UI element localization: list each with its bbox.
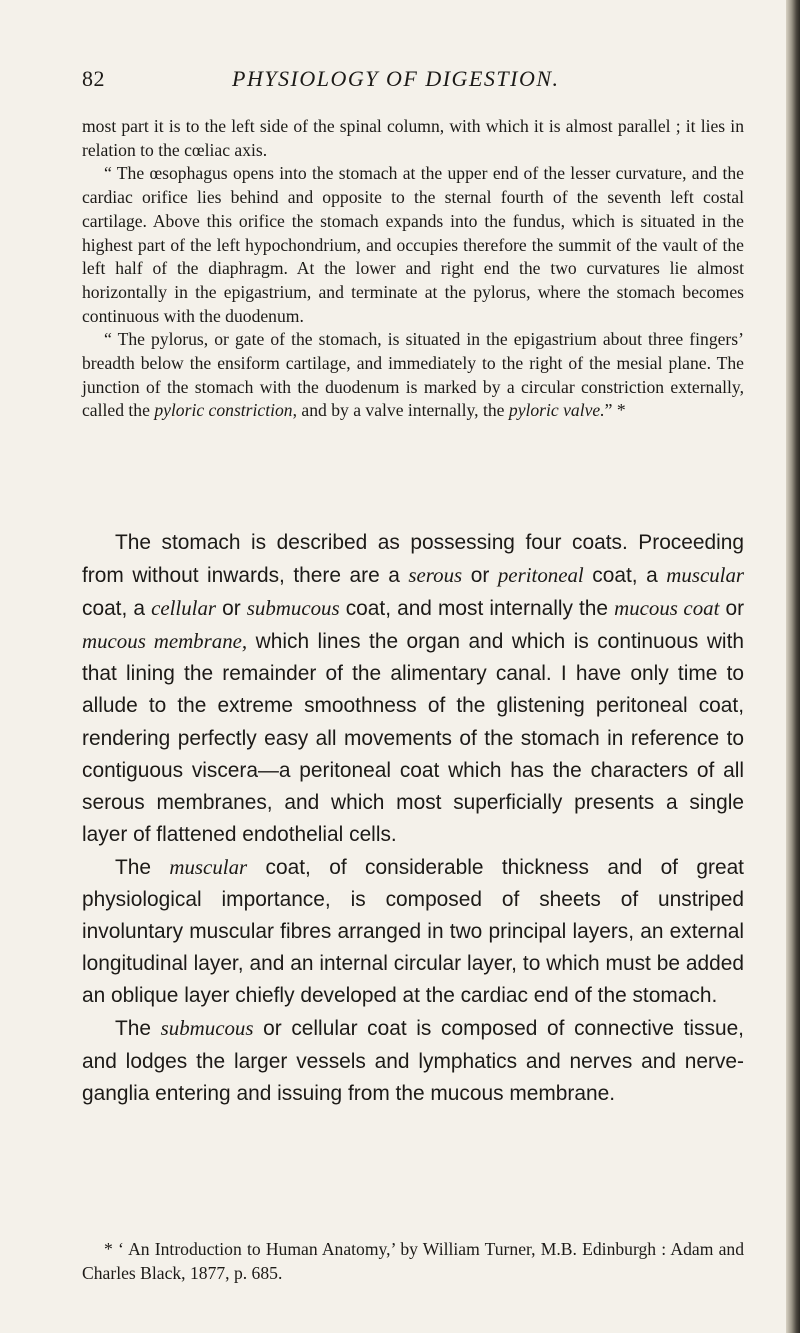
term-submucous: submucous bbox=[160, 1016, 254, 1041]
pylorus-text-start: “ The pylorus, or gate of the stomach, is situated in the epigastrium about three fingers’ breadth below the ensiform cartilage, and immediately to the right of the mesial plane. The junction of the stomach with the duodenum is marked by a circular constriction externally, called the bbox=[82, 329, 744, 421]
footnote-text: * ‘ An Introduction to Human Anatomy,’ by William Turner, M.B. Edinburgh : Adam and Charles Black, 1877, p. 685. bbox=[82, 1239, 744, 1283]
pylorus-text-middle: , and by a valve internally, the bbox=[292, 400, 505, 421]
term-peritoneal: peritoneal bbox=[497, 563, 584, 588]
term-cellular: cellular bbox=[151, 596, 217, 621]
footnote-marker: ” * bbox=[604, 400, 626, 421]
text-run: or bbox=[725, 597, 745, 621]
term-muscular: muscular bbox=[169, 854, 248, 879]
main-text bbox=[82, 527, 744, 1110]
running-head: PHYSIOLOGY OF DIGESTION. bbox=[232, 66, 560, 91]
paragraph-submucous-coat bbox=[82, 1012, 744, 1109]
paragraph-continued: most part it is to the left side of the spinal column, with which it is almost parallel ; it lies in relation to the cœliac axis. bbox=[82, 116, 744, 160]
text-run: The bbox=[115, 855, 151, 879]
paragraph-oesophagus: “ The œsophagus opens into the stomach at the upper end of the lesser curvature, and the cardiac orifice lies behind and opposite to the sternal fourth of the seventh left costal cartilage. Above this orifice the stomach expands into the fundus, which is situated in the highest part of the left hypochondrium, and occupies therefore the summit of the vault of the left half of the diaphragm. At the lower and right end the two curvatures lie almost horizontally in the epigastrium, and terminate at the pylorus, where the stomach becomes continuous with the duodenum. bbox=[82, 163, 744, 326]
text-run: or cellular coat is composed of connective tissue, and lodges the larger vessels and lymphatics and nerves and nerve-ganglia entering and issuing from the mucous membrane. bbox=[82, 1017, 744, 1105]
page-number: 82 bbox=[82, 66, 105, 91]
text-run: coat, of considerable thickness and of great physiological importance, is composed of sheets of unstriped involuntary muscular fibres arranged in two principal layers, an external longitudinal layer, and an internal circular layer, to which must be added an oblique layer chiefly developed at the cardiac end of the stomach. bbox=[82, 855, 744, 1008]
term-serous: serous bbox=[408, 563, 463, 588]
text-run: The bbox=[115, 1017, 151, 1041]
term-submucous: submucous bbox=[246, 596, 340, 621]
text-run: coat, a bbox=[82, 597, 145, 621]
footnote bbox=[82, 1237, 744, 1285]
text-run: The stomach is described as possessing four coats. Proceeding from without inwards, there are a bbox=[82, 531, 744, 588]
term-pyloric-valve: pyloric valve. bbox=[508, 400, 605, 421]
term-pyloric-constriction: pyloric constriction bbox=[154, 400, 293, 421]
text-run: which lines the organ and which is continuous with that lining the remainder of the alimentary canal. I have only time to allude to the extreme smoothness of the glistening peritoneal coat, rendering perfectly easy all movements of the stomach in reference to contiguous viscera—a peritoneal coat which has the characters of all serous membranes, and which most superficially presents a single layer of flattened endothelial cells. bbox=[82, 630, 744, 846]
term-mucous-membrane: mucous membrane, bbox=[82, 629, 248, 654]
page-header bbox=[82, 66, 742, 98]
term-muscular: muscular bbox=[666, 563, 745, 588]
text-run: coat, and most internally the bbox=[345, 597, 609, 621]
paragraph-four-coats bbox=[82, 527, 744, 851]
text-run: coat, a bbox=[592, 564, 658, 588]
text-run: or bbox=[470, 564, 490, 588]
text-run: or bbox=[222, 597, 241, 621]
term-mucous-coat: mucous coat bbox=[614, 596, 720, 621]
paragraph-muscular-coat bbox=[82, 851, 744, 1012]
quoted-passage bbox=[82, 115, 744, 423]
page-binding-edge bbox=[786, 0, 800, 1333]
paragraph-pylorus bbox=[82, 328, 744, 423]
